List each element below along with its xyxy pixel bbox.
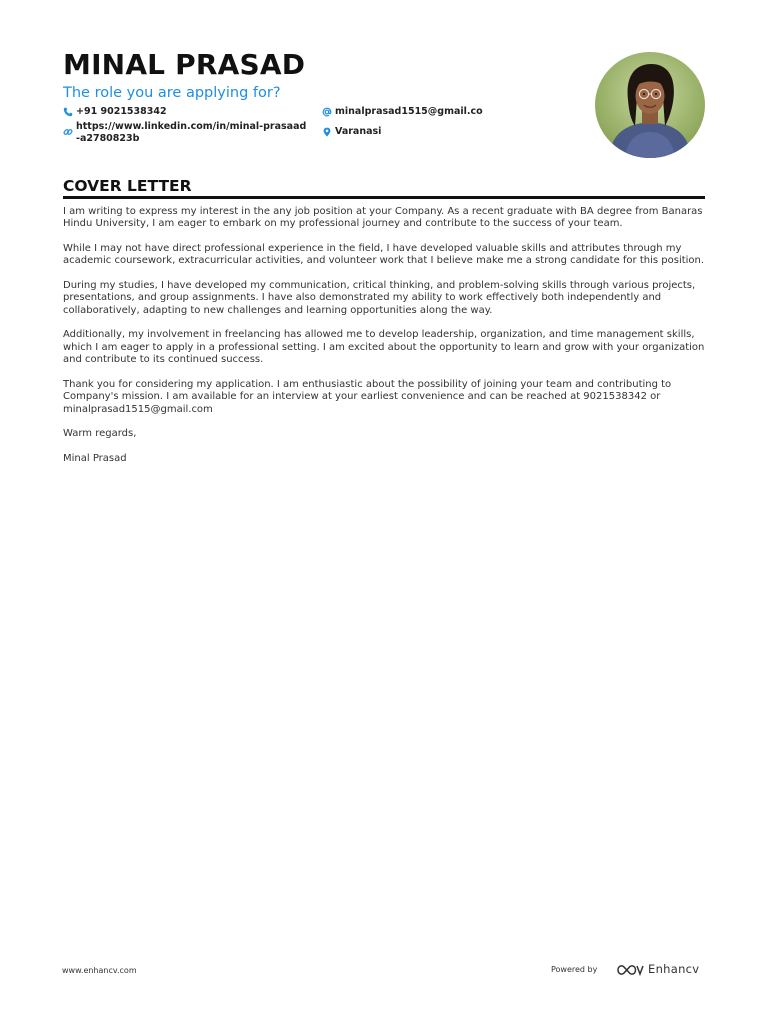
target-role[interactable]: The role you are applying for? <box>63 85 281 101</box>
footer-powered-by: Powered by <box>551 965 598 974</box>
contact-linkedin[interactable] <box>63 121 307 145</box>
letter-paragraph: I am writing to express my interest in the any job position at your Company. As a recent graduate with BA degree from Banaras Hindu University, I am eager to embark on my professional journey and contribute to the success of your team. <box>63 206 703 230</box>
section-divider <box>63 196 705 199</box>
contact-email <box>322 106 542 118</box>
footer-site-link[interactable]: www.enhancv.com <box>62 966 137 975</box>
email-address[interactable]: minalprasad1515@gmail.co <box>335 106 483 117</box>
letter-paragraph: During my studies, I have developed my communication, critical thinking, and problem-solving skills through various projects, presentations, and group assignments. I have also demonstrated my ability to work effectively both independently and collaboratively, adapting to new challenges and learning opportunities along the way. <box>63 280 696 316</box>
location-pin-icon <box>322 127 332 137</box>
phone-icon <box>63 107 73 117</box>
link-icon <box>63 127 73 137</box>
enhancv-logo[interactable] <box>616 962 706 978</box>
cover-letter-body <box>63 206 705 477</box>
letter-closing: Warm regards, <box>63 428 137 440</box>
enhancv-logo-icon <box>616 963 644 977</box>
letter-signature: Minal Prasad <box>63 452 127 464</box>
enhancv-brand-text: Enhancv <box>648 962 700 976</box>
section-title-cover-letter: COVER LETTER <box>63 177 192 195</box>
location-text: Varanasi <box>335 126 382 137</box>
profile-photo <box>595 52 705 158</box>
letter-paragraph: While I may not have direct professional experience in the field, I have developed valuable skills and attributes through my academic coursework, extracurricular activities, and volunteer work that I believe make me a strong candidate for this position. <box>63 243 705 267</box>
contact-phone <box>63 106 303 118</box>
linkedin-url-line1[interactable]: https://www.linkedin.com/in/minal-prasaad <box>76 121 307 132</box>
letter-paragraph: Additionally, my involvement in freelancing has allowed me to develop leadership, organization, and time management skills, which I am eager to apply in a professional setting. I am excited about the opportunity to learn and grow with your organization and contribute to its continued success. <box>63 329 705 366</box>
contact-location <box>322 126 542 138</box>
at-icon <box>322 107 332 117</box>
linkedin-url-line2[interactable]: -a2780823b <box>76 133 140 144</box>
phone-number[interactable]: +91 9021538342 <box>76 106 167 117</box>
letter-paragraph: Thank you for considering my application. I am enthusiastic about the possibility of joining your team and contributing to Company's mission. I am available for an interview at your earliest convenience and can be reached at 9021538342 or minalprasad1515@gmail.com <box>63 378 672 415</box>
candidate-name: MINAL PRASAD <box>63 48 306 81</box>
